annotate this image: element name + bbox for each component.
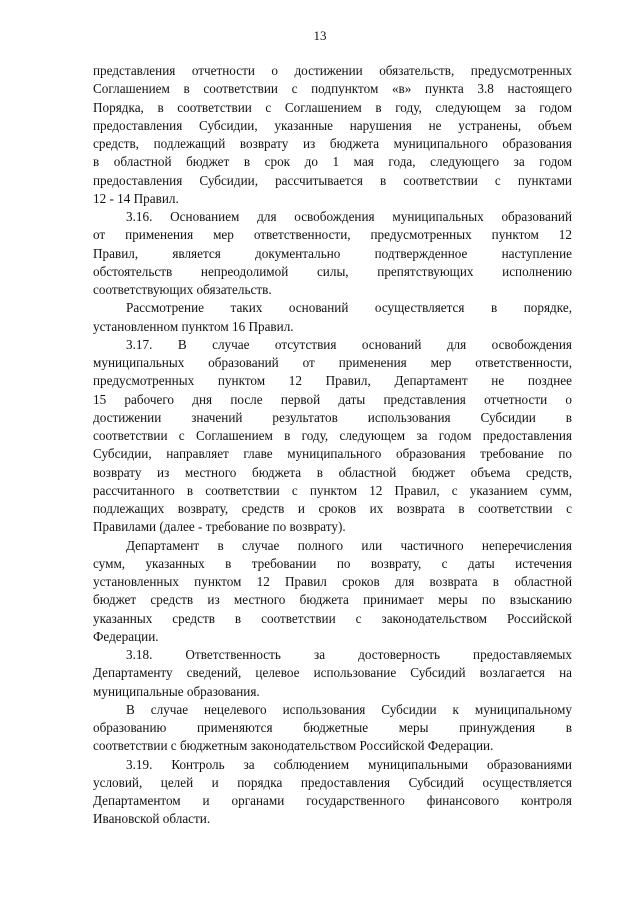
text-line: 3.18. Ответственность за достоверность предоставляемых — [126, 647, 572, 662]
text-line: Федерации. — [93, 628, 159, 644]
text-line: Департаменту сведений, целевое использование Субсидий возлагается на — [93, 665, 572, 681]
paragraph-p-3-19 — [93, 756, 572, 829]
text-line: соответствующих обязательств. — [93, 282, 272, 297]
text-line: обстоятельств непреодолимой силы, препятствующих исполнению — [93, 263, 572, 279]
text-line: Правилами (далее - требование по возврату). — [93, 519, 346, 535]
text-line: В случае нецелевого использования Субсидии к муниципальному — [126, 701, 572, 717]
text-line: соответствии с Соглашением в году, следующем за годом предоставления — [93, 428, 572, 443]
text-line: Правил, является документально подтвержденное наступление — [93, 245, 572, 261]
text-line: предоставления Субсидии, указанные нарушения не устранены, объем — [93, 117, 572, 133]
text-line: Соглашением в соответствии с подпунктом «в» пункта 3.8 настоящего — [93, 81, 572, 97]
text-line: Ивановской области. — [93, 811, 211, 827]
text-line: представления отчетности о достижении обязательств, предусмотренных — [93, 63, 572, 78]
text-line: рассчитанного в соответствии с пунктом 12 Правил, с указанием сумм, — [93, 482, 572, 498]
text-line: Департамент в случае полного или частичного неперечисления — [126, 537, 572, 553]
paragraph-p-3-18-misuse — [93, 701, 572, 756]
text-line: Департаментом и органами государственного финансового контроля — [93, 793, 572, 808]
text-line: образованию применяются бюджетные меры принуждения в — [93, 720, 572, 735]
text-line: 15 рабочего дня после первой даты представления отчетности о — [93, 391, 572, 407]
paragraph-p-continuation — [93, 62, 572, 208]
text-line: достижении значений результатов использования Субсидии в — [93, 409, 572, 425]
text-line: Рассмотрение таких оснований осуществляется в порядке, — [126, 300, 572, 316]
paragraph-p-3-17-department — [93, 537, 572, 647]
text-line: средств, подлежащий возврату из бюджета муниципального образования — [93, 136, 572, 151]
document-body — [93, 62, 572, 829]
text-line: установленном пунктом 16 Правил. — [93, 318, 294, 334]
page-number: 13 — [313, 28, 327, 43]
text-line: возврату из местного бюджета в областной бюджет объема средств, — [93, 464, 572, 480]
paragraph-p-3-16 — [93, 208, 572, 299]
text-line: в областной бюджет в срок до 1 мая года, следующего за годом — [93, 154, 572, 170]
text-line: муниципальные образования. — [93, 683, 260, 699]
text-line: 3.17. В случае отсутствия оснований для освобождения — [126, 336, 572, 352]
text-line: 3.16. Основанием для освобождения муниципальных образований — [126, 209, 572, 224]
text-line: условий, целей и порядка предоставления Субсидий осуществляется — [93, 774, 572, 790]
text-line: муниципальных образований от применения мер ответственности, — [93, 355, 572, 370]
text-line: от применения мер ответственности, предусмотренных пунктом 12 — [93, 227, 572, 243]
paragraph-p-3-16-review — [93, 299, 572, 336]
text-line: установленных пунктом 12 Правил сроков для возврата в областной — [93, 574, 572, 589]
text-line: соответствии с бюджетным законодательством Российской Федерации. — [93, 738, 494, 754]
paragraph-p-3-17 — [93, 336, 572, 537]
text-line: 3.19. Контроль за соблюдением муниципальными образованиями — [126, 756, 572, 772]
text-line: Порядка, в соответствии с Соглашением в году, следующем за годом — [93, 99, 572, 115]
text-line: Субсидии, направляет главе муниципального образования требование по — [93, 446, 572, 462]
text-line: предоставления Субсидии, рассчитывается в соответствии с пунктами — [93, 172, 572, 188]
text-line: указанных средств в соответствии с законодательством Российской — [93, 610, 572, 626]
text-line: подлежащих возврату, средств и сроков их возврата в соответствии с — [93, 501, 572, 516]
text-line: 12 - 14 Правил. — [93, 190, 179, 206]
text-line: бюджет средств из местного бюджета принимает меры по взысканию — [93, 592, 572, 608]
text-line: сумм, указанных в требовании по возврату, с даты истечения — [93, 555, 572, 571]
paragraph-p-3-18 — [93, 646, 572, 701]
text-line: предусмотренных пунктом 12 Правил, Департамент не позднее — [93, 373, 572, 389]
